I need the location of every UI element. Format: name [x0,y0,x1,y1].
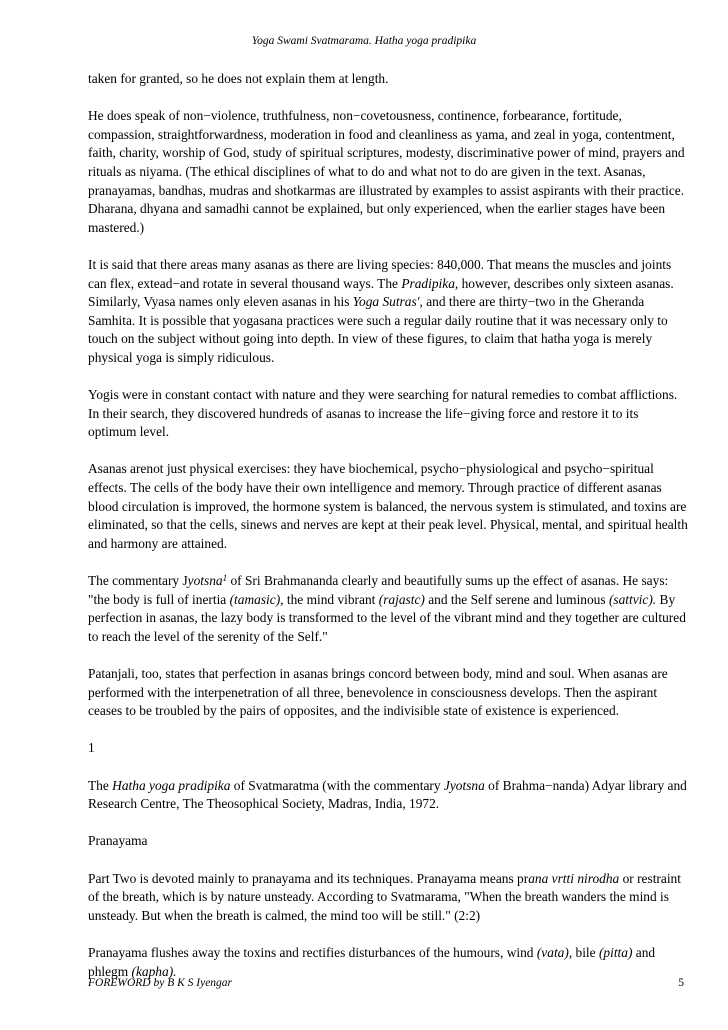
paragraph-continuation: taken for granted, so he does not explain them at length. [88,71,389,86]
paragraph-pranayama-toxins: Pranayama flushes away the toxins and rectifies disturbances of the humours, wind (vata), bile (pitta) and phlegm (kapha). [88,944,656,979]
page-number: 5 [678,977,684,989]
paragraph-yogis-nature: Yogis were in constant contact with nature and they were searching for natural remedies to combat afflictions. In their search, they discovered hundreds of asanas to increase the life−giving force and restore it to its optimum level. [88,387,678,440]
footnote-number: 1 [88,740,95,756]
section-heading-pranayama: Pranayama [88,833,148,849]
paragraph-patanjali: Patanjali, too, states that perfection in asanas brings concord between body, mind and soul. When asanas are performed with the interpenetration of all three, benevolence in consciousness develops. Then the aspirant ceases to be troubled by the pairs of opposites, and the indivisible state of existence is experienced. [88,666,668,719]
footnote-citation: The Hatha yoga pradipika of Svatmaratma (with the commentary Jyotsna of Brahma−nanda) Adyar library and Research Centre, The Theosophical Society, Madras, India, 1972. [88,777,687,812]
paragraph-jyotsna-commentary: The commentary Jyotsna$^1$ of Sri Brahmananda clearly and beautifully sums up the effect of asanas. He says: "the body is full of inertia (tamasic), the mind vibrant (rajastc) and the Self serene and luminous (sattvic). By perfection in asanas, the lazy body is transformed to the level of the vibrant mind and they together are cultured to reach the level of the serenity of the Self." [88,573,686,644]
running-header: Yoga Swami Svatmarama. Hatha yoga pradipika [251,35,477,47]
footnote-ref: 1 [222,573,228,584]
paragraph-number-of-asanas: It is said that there areas many asanas as there are living species: 840,000. That means the muscles and joints can flex, extead−and rotate in several thousand ways. The Pradipika, however, describes only sixteen asanas. Similarly, Vyasa names only eleven asanas in his Yoga Sutras', and there are thirty−two in the Gheranda Samhita. It is possible that yogasana practices were such a regular daily routine that it was necessary only to touch on the subject without going into depth. In view of these figures, to claim that hatha yoga is merely physical yoga is simply ridiculous. [88,256,674,365]
paragraph-yama-niyama: He does speak of non−violence, truthfulness, non−covetousness, continence, forbearance, fortitude, compassion, straightforwardness, moderation in food and cleanliness as yama, and zeal in yoga, contentment, faith, charity, worship of God, study of spiritual scriptures, modesty, discriminative power of mind, prayers and rituals as niyama. (The ethical disciplines of what to do and what not to do are given in the text. Asanas, pranayamas, bandhas, mudras and shotkarmas are illustrated by examples to assist aspirants with their practice. Dharana, dhyana and samadhi cannot be explained, but only experienced, when the earlier stages have been mastered.) [88,108,685,235]
page-footer [88,976,684,990]
footer-title: FOREWORD by B K S Iyengar [88,977,233,989]
paragraph-asana-effects: Asanas arenot just physical exercises: they have biochemical, psycho−physiological and psycho−spiritual effects. The cells of the body have their own intelligence and memory. Through practice of different asanas blood circulation is improved, the hormone system is balanced, the nervous system is stimulated, and toxins are eliminated, so that the cells, sinews and nerves are kept at their peak level. Physical, mental, and spiritual health and harmony are attained. [88,461,688,551]
body-text [88,70,688,1000]
paragraph-pranayama-definition: Part Two is devoted mainly to pranayama and its techniques. Pranayama means prana vrtti nirodha or restraint of the breath, which is by nature unsteady. According to Svatmarama, "When the breath wanders the mind is unsteady. But when the breath is calmed, the mind too will be still." (2:2) [88,870,681,923]
